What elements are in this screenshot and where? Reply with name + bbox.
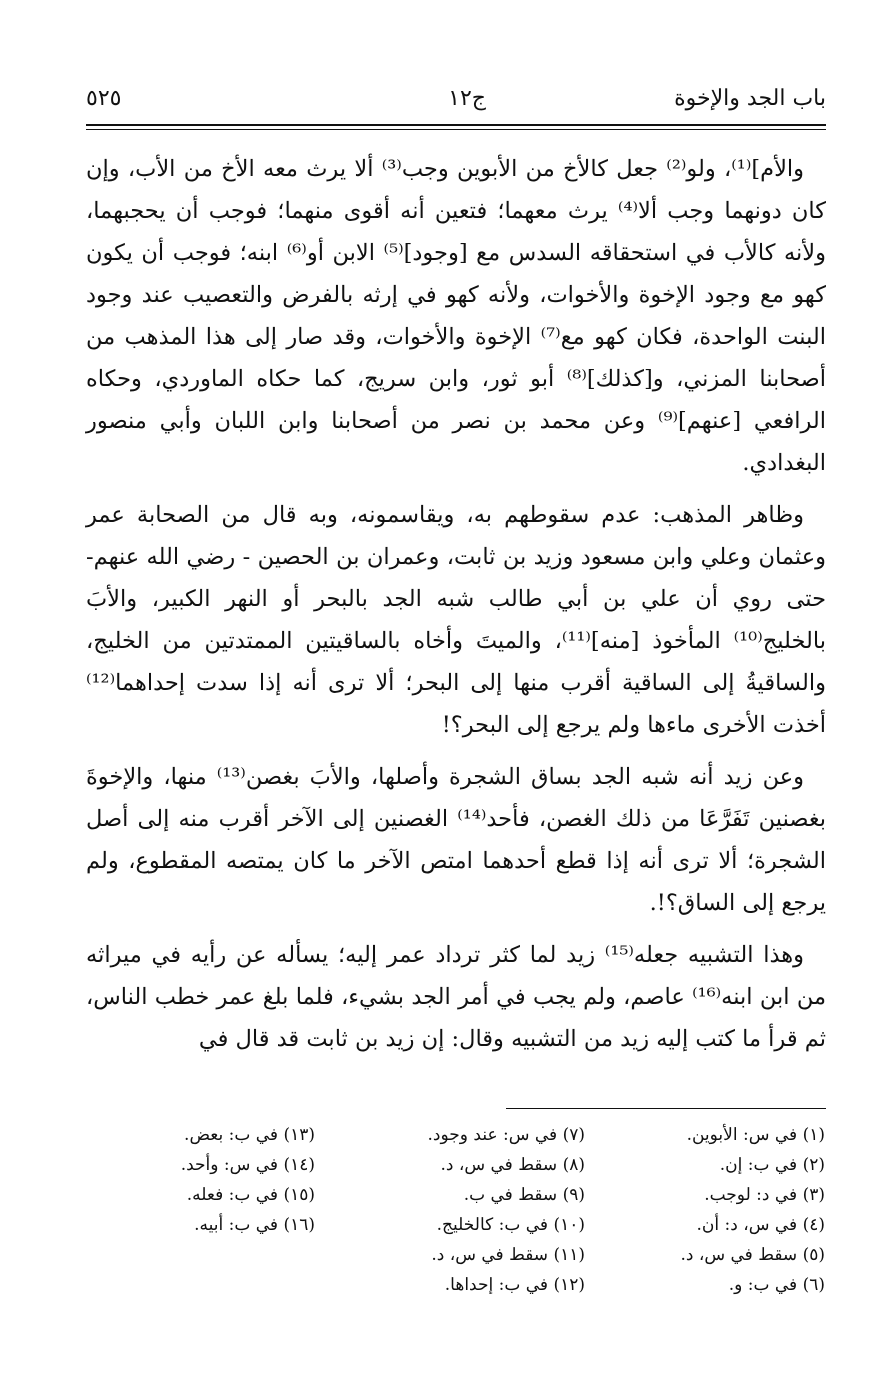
footnote: (٥) سقط في س، د. (680, 1245, 825, 1265)
paragraph-3: وعن زيد أنه شبه الجد بساق الشجرة وأصلها، والأبَ بغصن⁽¹³⁾ منها، والإخوةَ بغصنين تَفَرَّعَا من ذلك الغصن، فأحد⁽¹⁴⁾ الغصنين إلى الآخر أقرب منه إلى أصل الشجرة؛ ألا ترى أنه إذا قطع أحدهما امتص الآخر ما كان يمتصه المقطوع، ولم يرجع إلى الساق؟!. (86, 764, 827, 916)
paragraph-4: وهذا التشبيه جعله⁽¹⁵⁾ زيد لما كثر ترداد عمر إليه؛ يسأله عن رأيه في ميراثه من ابن ابنه⁽¹⁶⁾ عاصم، ولم يجب في أمر الجد بشيء، فلما بلغ عمر خطب الناس، ثم قرأ ما كتب إليه زيد من التشبيه وقال: إن زيد بن ثابت قد قال في (86, 942, 826, 1052)
footnote: (١٤) في س: وأحد. (180, 1155, 315, 1175)
footnote: (١) في س: الأبوين. (686, 1125, 825, 1145)
footnote: (٩) سقط في ب. (463, 1185, 585, 1205)
page-number: ٥٢٥ (86, 86, 122, 111)
main-text (86, 148, 826, 1078)
footnote: (١٢) في ب: إحداها. (444, 1275, 585, 1295)
footnote: (٤) في س، د: أن. (696, 1215, 825, 1235)
footnote: (١٣) في ب: بعض. (184, 1125, 315, 1145)
footnote: (٧) في س: عند وجود. (427, 1125, 585, 1145)
page-header (86, 86, 826, 120)
footnote: (٣) في د: لوجب. (704, 1185, 825, 1205)
footnote: (٢) في ب: إن. (719, 1155, 825, 1175)
footnote: (١٦) في ب: أبيه. (194, 1215, 315, 1235)
footnotes-column-2 (355, 1120, 585, 1300)
paragraph-2: وظاهر المذهب: عدم سقوطهم به، ويقاسمونه، وبه قال من الصحابة عمر وعثمان وعلي وابن مسعود وزيد بن ثابت، وعمران بن الحصين - رضي الله عنهم- حتى روي أن علي بن أبي طالب شبه الجد بالبحر أو النهر الكبير، والأبَ بالخليج⁽¹⁰⁾ المأخوذ [منه]⁽¹¹⁾، والميتَ وأخاه بالساقيتين الممتدتين من الخليج، والساقيةُ إلى الساقية أقرب منها إلى البحر؛ ألا ترى أنه إذا سدت إحداهما⁽¹²⁾ أخذت الأخرى ماءها ولم يرجع إلى البحر؟! (86, 502, 826, 738)
footnote: (٦) في ب: و. (728, 1275, 825, 1295)
footnote: (١١) سقط في س، د. (431, 1245, 585, 1265)
footnotes-column-1 (595, 1120, 825, 1300)
paragraph-1: والأم]⁽¹⁾، ولو⁽²⁾ جعل كالأخ من الأبوين وجب⁽³⁾ ألا يرث معه الأخ من الأب، وإن كان دونهما وجب ألا⁽⁴⁾ يرث معهما؛ فتعين أنه أقوى منهما؛ فوجب أن يحجبهما، ولأنه كالأب في استحقاقه السدس مع [وجود]⁽⁵⁾ الابن أو⁽⁶⁾ ابنه؛ فوجب أن يكون كهو مع وجود الإخوة والأخوات، ولأنه كهو في إرثه بالفرض والتعصيب عند وجود البنت الواحدة، فكان كهو مع⁽⁷⁾ الإخوة والأخوات، وقد صار إلى هذا المذهب من أصحابنا المزني، و[كذلك]⁽⁸⁾ أبو ثور، وابن سريج، كما حكاه الماوردي، وحكاه الرافعي [عنهم]⁽⁹⁾ وعن محمد بن نصر من أصحابنا وابن اللبان وأبي منصور البغدادي. (86, 156, 827, 476)
footnote: (١٥) في ب: فعله. (186, 1185, 315, 1205)
footnotes-column-3 (135, 1120, 315, 1240)
footnote: (١٠) في ب: كالخليج. (436, 1215, 585, 1235)
footnote: (٨) سقط في س، د. (440, 1155, 585, 1175)
footnote-separator (506, 1108, 826, 1109)
header-rule-thick (86, 124, 826, 126)
volume-label: ج١٢ (448, 86, 486, 111)
chapter-title: باب الجد والإخوة (674, 86, 826, 111)
header-rule-thin (86, 129, 826, 130)
